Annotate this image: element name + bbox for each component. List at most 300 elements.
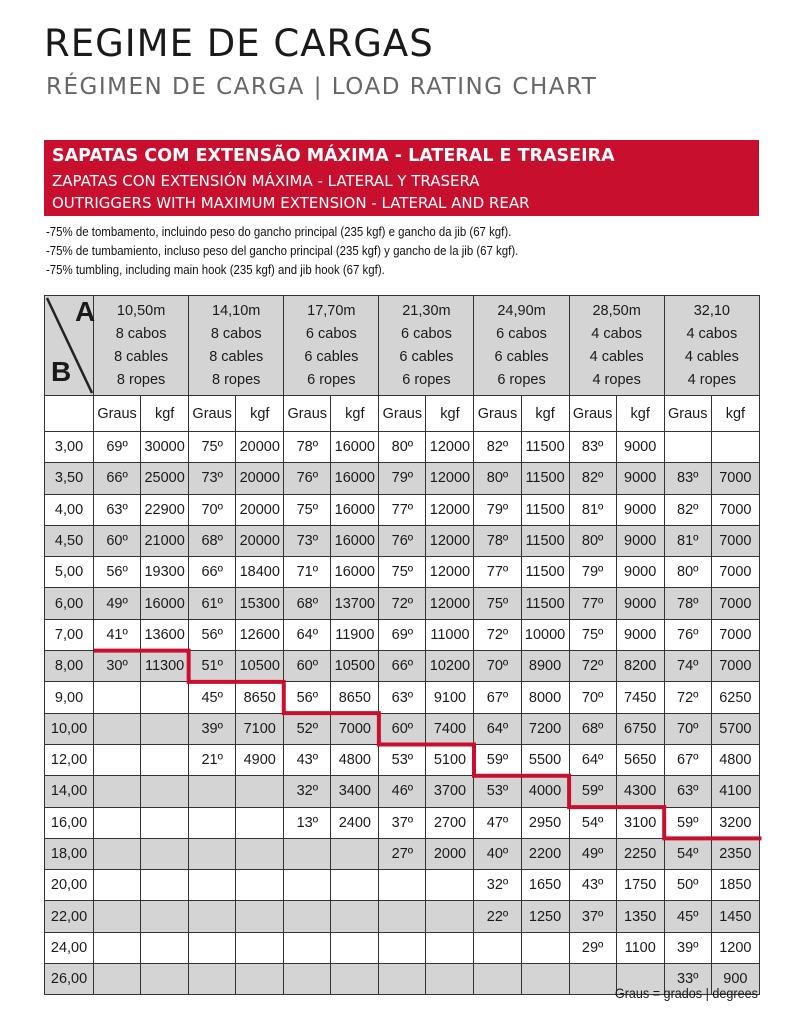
angle-cell: 33º — [664, 964, 711, 995]
load-cell: 7200 — [521, 713, 569, 744]
unit-kgf: kgf — [711, 396, 759, 432]
boom-pt: 6 cabos — [496, 325, 547, 342]
load-cell: 20000 — [236, 494, 284, 525]
angle-cell — [189, 870, 236, 901]
angle-cell: 83º — [664, 463, 711, 494]
angle-cell — [94, 870, 141, 901]
angle-cell: 68º — [284, 588, 331, 619]
angle-cell — [94, 838, 141, 869]
radius-cell: 18,00 — [45, 838, 94, 869]
angle-cell: 45º — [189, 682, 236, 713]
load-cell: 5700 — [711, 713, 759, 744]
load-cell: 12000 — [426, 494, 474, 525]
load-cell: 4800 — [711, 744, 759, 775]
load-cell: 7000 — [331, 713, 379, 744]
angle-cell: 70º — [474, 651, 521, 682]
angle-cell — [379, 964, 426, 995]
boom-header-1 — [189, 296, 284, 396]
load-cell — [236, 776, 284, 807]
load-cell — [141, 713, 189, 744]
footer-note: Graus = grados | degrees — [614, 985, 758, 1001]
load-cell: 3200 — [711, 807, 759, 838]
load-cell: 11500 — [521, 557, 569, 588]
table-row — [45, 807, 760, 838]
angle-cell: 32º — [474, 870, 521, 901]
load-cell — [236, 901, 284, 932]
angle-cell — [474, 932, 521, 963]
unit-deg: Graus — [569, 396, 616, 432]
load-cell: 9000 — [616, 463, 664, 494]
boom-en: 6 ropes — [497, 371, 546, 388]
load-cell — [426, 901, 474, 932]
load-cell: 10500 — [236, 651, 284, 682]
radius-cell: 6,00 — [45, 588, 94, 619]
boom-es: 4 cables — [684, 348, 739, 365]
angle-cell: 79º — [379, 463, 426, 494]
load-cell — [236, 964, 284, 995]
angle-cell: 63º — [379, 682, 426, 713]
boom-pt: 6 cabos — [401, 325, 452, 342]
angle-cell: 80º — [569, 525, 616, 556]
angle-cell: 73º — [284, 525, 331, 556]
angle-cell: 52º — [284, 713, 331, 744]
load-cell: 10500 — [331, 651, 379, 682]
radius-cell: 20,00 — [45, 870, 94, 901]
load-cell — [426, 870, 474, 901]
angle-cell: 79º — [474, 494, 521, 525]
table-row — [45, 557, 760, 588]
table-row — [45, 682, 760, 713]
load-cell: 3400 — [331, 776, 379, 807]
load-cell: 9000 — [616, 494, 664, 525]
load-cell: 5100 — [426, 744, 474, 775]
load-cell: 9000 — [616, 619, 664, 650]
boom-en: 8 ropes — [116, 371, 166, 388]
load-cell: 12000 — [426, 557, 474, 588]
load-cell: 7400 — [426, 713, 474, 744]
load-cell: 11500 — [521, 463, 569, 494]
angle-cell — [94, 713, 141, 744]
unit-kgf: kgf — [521, 396, 569, 432]
angle-cell — [94, 932, 141, 963]
radius-cell: 4,50 — [45, 525, 94, 556]
angle-cell — [94, 901, 141, 932]
angle-cell: 59º — [664, 807, 711, 838]
units-empty-cell — [45, 396, 94, 432]
load-cell: 10200 — [426, 651, 474, 682]
angle-cell: 22º — [474, 901, 521, 932]
load-cell: 12600 — [236, 619, 284, 650]
angle-cell: 43º — [284, 744, 331, 775]
load-cell: 9000 — [616, 557, 664, 588]
angle-cell: 72º — [569, 651, 616, 682]
table-row — [45, 432, 760, 463]
load-cell: 5650 — [616, 744, 664, 775]
table-row — [45, 713, 760, 744]
boom-header-5 — [569, 296, 664, 396]
boom-en: 4 ropes — [592, 371, 641, 388]
angle-cell — [284, 932, 331, 963]
boom-pt: 8 cabos — [210, 325, 262, 342]
angle-cell: 59º — [569, 776, 616, 807]
boom-header-row — [45, 296, 760, 396]
load-cell — [521, 964, 569, 995]
load-cell: 7000 — [711, 557, 759, 588]
load-cell — [141, 838, 189, 869]
angle-cell: 76º — [284, 463, 331, 494]
boom-length: 17,70m — [307, 302, 356, 319]
angle-cell: 79º — [569, 557, 616, 588]
table-row — [45, 619, 760, 650]
angle-cell: 69º — [379, 619, 426, 650]
load-cell: 7450 — [616, 682, 664, 713]
load-cell: 9000 — [616, 588, 664, 619]
load-cell: 4000 — [521, 776, 569, 807]
load-cell: 12000 — [426, 588, 474, 619]
angle-cell: 60º — [284, 651, 331, 682]
angle-cell: 41º — [94, 619, 141, 650]
load-cell: 7100 — [236, 713, 284, 744]
load-cell: 1100 — [616, 932, 664, 963]
angle-cell: 29º — [569, 932, 616, 963]
angle-cell: 64º — [284, 619, 331, 650]
angle-cell: 68º — [189, 525, 236, 556]
unit-deg: Graus — [284, 396, 331, 432]
load-cell: 18400 — [236, 557, 284, 588]
load-cell: 6750 — [616, 713, 664, 744]
boom-header-3 — [379, 296, 474, 396]
load-cell: 13600 — [141, 619, 189, 650]
outrigger-banner — [44, 140, 759, 216]
angle-cell: 51º — [189, 651, 236, 682]
angle-cell: 21º — [189, 744, 236, 775]
angle-cell — [94, 744, 141, 775]
note-es: -75% de tumbamiento, incluso peso del gancho principal (235 kgf) y gancho de la jib (67 kgf). — [46, 243, 519, 258]
boom-length: 32,10 — [693, 302, 730, 319]
load-cell: 12000 — [426, 432, 474, 463]
boom-pt: 4 cabos — [591, 325, 643, 342]
load-cell: 11500 — [521, 432, 569, 463]
boom-en: 6 ropes — [402, 371, 451, 388]
boom-es: 6 cables — [399, 348, 454, 365]
radius-cell: 4,00 — [45, 494, 94, 525]
angle-cell — [379, 932, 426, 963]
boom-es: 4 cables — [589, 348, 644, 365]
angle-cell: 75º — [569, 619, 616, 650]
angle-cell — [284, 870, 331, 901]
table-row — [45, 494, 760, 525]
load-cell: 1450 — [711, 901, 759, 932]
angle-cell: 37º — [379, 807, 426, 838]
radius-cell: 12,00 — [45, 744, 94, 775]
load-cell: 20000 — [236, 432, 284, 463]
load-cell — [141, 964, 189, 995]
corner-label-b: B — [51, 356, 72, 387]
angle-cell: 78º — [284, 432, 331, 463]
note-en: -75% tumbling, including main hook (235 kgf) and jib hook (67 kgf). — [46, 262, 385, 277]
angle-cell — [94, 682, 141, 713]
table-row — [45, 932, 760, 963]
table-row — [45, 588, 760, 619]
load-cell: 16000 — [141, 588, 189, 619]
load-cell: 11500 — [521, 494, 569, 525]
unit-deg: Graus — [474, 396, 521, 432]
load-rating-table — [44, 295, 760, 995]
load-cell: 9000 — [616, 432, 664, 463]
load-cell: 4100 — [711, 776, 759, 807]
angle-cell — [664, 432, 711, 463]
unit-kgf: kgf — [141, 396, 189, 432]
load-cell — [141, 901, 189, 932]
load-cell: 20000 — [236, 525, 284, 556]
load-cell: 30000 — [141, 432, 189, 463]
load-cell — [331, 901, 379, 932]
radius-cell: 9,00 — [45, 682, 94, 713]
boom-length: 21,30m — [402, 302, 451, 319]
load-cell: 25000 — [141, 463, 189, 494]
load-cell: 1200 — [711, 932, 759, 963]
page-subtitle: RÉGIMEN DE CARGA | LOAD RATING CHART — [46, 74, 598, 100]
load-cell: 7000 — [711, 619, 759, 650]
angle-cell: 67º — [474, 682, 521, 713]
angle-cell: 60º — [379, 713, 426, 744]
radius-cell: 10,00 — [45, 713, 94, 744]
boom-header-4 — [474, 296, 569, 396]
load-cell: 12000 — [426, 525, 474, 556]
table-row — [45, 901, 760, 932]
load-cell: 16000 — [331, 557, 379, 588]
load-cell: 11000 — [426, 619, 474, 650]
boom-length: 28,50m — [592, 302, 641, 319]
load-cell: 7000 — [711, 463, 759, 494]
angle-cell — [94, 807, 141, 838]
boom-es: 8 cables — [114, 348, 169, 365]
angle-cell: 78º — [474, 525, 521, 556]
angle-cell — [189, 901, 236, 932]
load-cell — [236, 932, 284, 963]
angle-cell: 71º — [284, 557, 331, 588]
banner-line-es: ZAPATAS CON EXTENSIÓN MÁXIMA - LATERAL Y TRASERA — [52, 172, 480, 190]
load-cell: 16000 — [331, 463, 379, 494]
angle-cell — [569, 964, 616, 995]
load-cell: 9100 — [426, 682, 474, 713]
angle-cell: 80º — [379, 432, 426, 463]
angle-cell: 63º — [94, 494, 141, 525]
load-cell: 2700 — [426, 807, 474, 838]
radius-cell: 8,00 — [45, 651, 94, 682]
angle-cell: 54º — [569, 807, 616, 838]
load-cell: 4300 — [616, 776, 664, 807]
table-row — [45, 463, 760, 494]
load-cell: 8650 — [236, 682, 284, 713]
angle-cell: 72º — [379, 588, 426, 619]
boom-pt: 6 cabos — [305, 325, 357, 342]
note-pt: -75% de tombamento, incluindo peso do gancho principal (235 kgf) e gancho da jib (67 kgf). — [46, 224, 512, 239]
angle-cell: 70º — [664, 713, 711, 744]
radius-cell: 14,00 — [45, 776, 94, 807]
unit-deg: Graus — [379, 396, 426, 432]
angle-cell: 74º — [664, 651, 711, 682]
angle-cell: 78º — [664, 588, 711, 619]
load-cell: 8650 — [331, 682, 379, 713]
angle-cell — [379, 870, 426, 901]
load-cell: 16000 — [331, 432, 379, 463]
angle-cell: 75º — [379, 557, 426, 588]
angle-cell: 81º — [664, 525, 711, 556]
load-cell: 4800 — [331, 744, 379, 775]
radius-cell: 3,50 — [45, 463, 94, 494]
load-cell: 13700 — [331, 588, 379, 619]
angle-cell: 13º — [284, 807, 331, 838]
banner-line-pt: SAPATAS COM EXTENSÃO MÁXIMA - LATERAL E TRASEIRA — [52, 146, 615, 166]
load-cell: 2000 — [426, 838, 474, 869]
banner-line-en: OUTRIGGERS WITH MAXIMUM EXTENSION - LATERAL AND REAR — [52, 194, 530, 212]
angle-cell: 77º — [474, 557, 521, 588]
load-cell: 8000 — [521, 682, 569, 713]
boom-length: 24,90m — [497, 302, 546, 319]
unit-deg: Graus — [664, 396, 711, 432]
angle-cell: 75º — [189, 432, 236, 463]
radius-cell: 7,00 — [45, 619, 94, 650]
radius-cell: 5,00 — [45, 557, 94, 588]
boom-pt: 4 cabos — [686, 325, 738, 342]
units-row — [45, 396, 760, 432]
angle-cell: 77º — [379, 494, 426, 525]
boom-length: 10,50m — [116, 302, 166, 319]
angle-cell: 72º — [664, 682, 711, 713]
load-cell — [331, 838, 379, 869]
angle-cell: 56º — [189, 619, 236, 650]
angle-cell: 70º — [189, 494, 236, 525]
angle-cell: 45º — [664, 901, 711, 932]
angle-cell: 53º — [474, 776, 521, 807]
load-cell — [426, 932, 474, 963]
angle-cell: 69º — [94, 432, 141, 463]
boom-en: 4 ropes — [687, 371, 737, 388]
angle-cell: 50º — [664, 870, 711, 901]
load-cell — [141, 744, 189, 775]
table-row — [45, 744, 760, 775]
load-cell: 7000 — [711, 588, 759, 619]
angle-cell: 32º — [284, 776, 331, 807]
load-cell: 15300 — [236, 588, 284, 619]
angle-cell — [189, 776, 236, 807]
angle-cell: 77º — [569, 588, 616, 619]
load-cell: 3700 — [426, 776, 474, 807]
load-cell: 4900 — [236, 744, 284, 775]
corner-cell — [45, 296, 94, 396]
table-row — [45, 651, 760, 682]
load-cell: 1850 — [711, 870, 759, 901]
angle-cell: 73º — [189, 463, 236, 494]
load-cell: 16000 — [331, 525, 379, 556]
page-title: REGIME DE CARGAS — [44, 22, 434, 65]
angle-cell: 80º — [664, 557, 711, 588]
unit-deg: Graus — [94, 396, 141, 432]
notes — [46, 222, 761, 279]
load-cell: 2250 — [616, 838, 664, 869]
corner-label-a: A — [75, 296, 96, 327]
angle-cell: 76º — [664, 619, 711, 650]
angle-cell: 56º — [284, 682, 331, 713]
table-row — [45, 838, 760, 869]
load-cell: 8200 — [616, 651, 664, 682]
load-cell: 2950 — [521, 807, 569, 838]
angle-cell: 64º — [474, 713, 521, 744]
angle-cell — [284, 838, 331, 869]
boom-header-2 — [284, 296, 379, 396]
table-row — [45, 870, 760, 901]
load-cell — [141, 807, 189, 838]
boom-header-6 — [664, 296, 759, 396]
radius-cell: 26,00 — [45, 964, 94, 995]
radius-cell: 3,00 — [45, 432, 94, 463]
radius-cell: 16,00 — [45, 807, 94, 838]
load-cell: 11500 — [521, 588, 569, 619]
load-cell: 5500 — [521, 744, 569, 775]
load-cell: 20000 — [236, 463, 284, 494]
angle-cell — [189, 964, 236, 995]
load-cell — [331, 932, 379, 963]
angle-cell: 49º — [94, 588, 141, 619]
angle-cell: 39º — [664, 932, 711, 963]
load-cell: 2400 — [331, 807, 379, 838]
boom-es: 6 cables — [494, 348, 549, 365]
angle-cell: 82º — [664, 494, 711, 525]
unit-kgf: kgf — [331, 396, 379, 432]
load-cell — [236, 870, 284, 901]
load-cell: 2200 — [521, 838, 569, 869]
angle-cell: 27º — [379, 838, 426, 869]
angle-cell — [94, 776, 141, 807]
angle-cell: 49º — [569, 838, 616, 869]
angle-cell: 70º — [569, 682, 616, 713]
load-cell: 1250 — [521, 901, 569, 932]
load-cell: 9000 — [616, 525, 664, 556]
angle-cell: 60º — [94, 525, 141, 556]
boom-es: 8 cables — [209, 348, 264, 365]
angle-cell: 47º — [474, 807, 521, 838]
load-cell: 3100 — [616, 807, 664, 838]
angle-cell — [189, 807, 236, 838]
angle-cell — [284, 901, 331, 932]
load-cell: 7000 — [711, 525, 759, 556]
angle-cell — [379, 901, 426, 932]
load-cell: 16000 — [331, 494, 379, 525]
load-cell: 7000 — [711, 651, 759, 682]
load-cell: 10000 — [521, 619, 569, 650]
load-cell — [236, 838, 284, 869]
angle-cell: 81º — [569, 494, 616, 525]
angle-cell: 75º — [284, 494, 331, 525]
angle-cell: 46º — [379, 776, 426, 807]
angle-cell: 64º — [569, 744, 616, 775]
load-cell: 22900 — [141, 494, 189, 525]
load-cell — [521, 932, 569, 963]
angle-cell: 61º — [189, 588, 236, 619]
load-cell — [426, 964, 474, 995]
unit-deg: Graus — [189, 396, 236, 432]
table-row — [45, 776, 760, 807]
radius-cell: 22,00 — [45, 901, 94, 932]
angle-cell: 83º — [569, 432, 616, 463]
load-cell: 11500 — [521, 525, 569, 556]
angle-cell: 39º — [189, 713, 236, 744]
load-cell: 11900 — [331, 619, 379, 650]
angle-cell: 76º — [379, 525, 426, 556]
angle-cell: 37º — [569, 901, 616, 932]
angle-cell: 53º — [379, 744, 426, 775]
